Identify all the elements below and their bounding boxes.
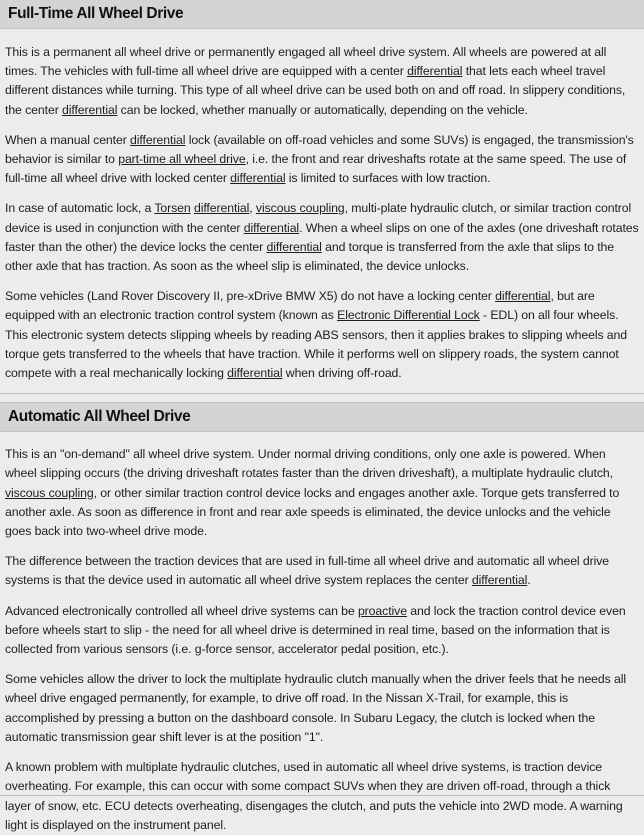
text-run: can be locked, whether manually or automatically, depending on the vehicle. (117, 102, 528, 117)
text-run: A known problem with multiplate hydraulic clutches, used in automatic all wheel drive systems, is traction device overheating. For example, this can occur with some compact SUVs when they are driven off-road, through a thick layer of snow, etc. ECU detects overheating, disengages the clutch, and puts the vehicle into 2WD mode. A warning light is displayed on the instrument panel. (5, 760, 623, 832)
paragraph (5, 287, 639, 383)
text-run: In case of automatic lock, a (5, 201, 155, 216)
paragraph (5, 43, 639, 120)
section-title: Automatic All Wheel Drive (8, 408, 191, 426)
section-content (0, 29, 644, 383)
text-run: This is a permanent all wheel drive or permanently engaged all wheel drive system. All wheels are powered at all times. The vehicles with full-time all wheel drive are equipped with a center (5, 45, 607, 79)
text-run: and lock the traction control device even before wheels start to slip - the need for all wheel drive is determined in real time, based on the information that is collected from various sensors (i.e. g-force sensor, accelerator pedal position, etc.). (5, 603, 626, 657)
section-header (0, 402, 644, 432)
inline-link[interactable]: differential (227, 366, 283, 381)
text-run: . When a wheel slips on one of the axles (one driveshaft rotates faster than the other) the device locks the center (5, 220, 639, 254)
text-run: When a manual center (5, 132, 131, 147)
paragraph (5, 445, 639, 541)
text-run: Advanced electronically controlled all wheel drive systems can be (5, 603, 358, 618)
text-run: that lets each wheel travel different distances while turning. This type of all wheel drive can be used both on and off road. In slippery conditions, the center (5, 64, 626, 117)
inline-link[interactable]: differential (495, 289, 551, 304)
text-run: when driving off-road. (282, 366, 402, 381)
section-automatic-awd (0, 402, 644, 835)
inline-link[interactable]: Electronic Differential Lock (337, 308, 480, 323)
inline-link[interactable]: differential (193, 201, 250, 216)
inline-link[interactable]: differential (266, 239, 322, 254)
paragraph (5, 602, 639, 660)
text-run: , multi-plate hydraulic clutch, or similar traction control device is used in conjunction with the center (5, 201, 632, 235)
bottom-divider (0, 795, 644, 796)
text-run: Some vehicles allow the driver to lock the multiplate hydraulic clutch manually when the driver feels that he needs all wheel drive engaged permanently, for example, to drive off road. In the Nissan X-Trail, for example, this is accomplished by pressing a button on the dashboard console. In Subaru Legacy, the clutch is locked when the automatic transmission gear shift lever is at the position "1". (5, 672, 627, 744)
inline-link[interactable]: viscous coupling (255, 201, 345, 216)
text-run: , but are equipped with an electronic traction control system (known as (5, 289, 595, 323)
text-run: - EDL) on all four wheels. This electronic system detects slipping wheels by reading ABS sensors, then it applies brakes to slipping wheels and torque gets transferred to the wheels that have traction. While it performs well on slippery roads, the system cannot compete with a real mechanically locking (5, 308, 628, 381)
text-run: , or other similar traction control device locks and engages another axle. Torque gets transferred to another axle. As soon as difference in front and rear axle speeds is eliminated, the device unlocks and the vehicle goes back into two-wheel drive mode. (5, 485, 620, 539)
text-run: , (249, 201, 256, 216)
text-run: is limited to surfaces with low traction. (285, 171, 491, 186)
inline-link[interactable]: viscous coupling (5, 485, 94, 500)
section-title: Full-Time All Wheel Drive (8, 5, 184, 22)
inline-link[interactable]: differential (62, 102, 118, 117)
paragraph (5, 131, 639, 189)
inline-link[interactable]: differential (130, 132, 186, 147)
text-run: This is an "on-demand" all wheel drive system. Under normal driving conditions, only one axle is powered. When wheel slipping occurs (the driving driveshaft rotates faster than the driven driveshaft), a multiplate hydraulic clutch, (5, 447, 613, 481)
text-run: , i.e. the front and rear driveshafts rotate at the same speed. The use of full-time all wheel drive with locked center (5, 152, 627, 186)
paragraph (5, 670, 639, 747)
section-full-time-awd (0, 0, 644, 394)
paragraph (5, 199, 639, 276)
inline-link[interactable]: Torsen (154, 201, 191, 216)
inline-link[interactable]: differential (230, 171, 286, 186)
section-content (0, 432, 644, 835)
inline-link[interactable]: proactive (357, 603, 407, 618)
inline-link[interactable]: differential (243, 220, 300, 235)
text-run: lock (available on off-road vehicles and some SUVs) is engaged, the transmission's behavior is similar to (5, 132, 634, 167)
inline-link[interactable]: differential (471, 573, 528, 588)
section-header (0, 0, 644, 29)
paragraph (5, 758, 639, 835)
text-run: The difference between the traction devices that are used in full-time all wheel drive and automatic all wheel drive systems is that the device used in automatic all wheel drive system replaces the center (5, 554, 610, 588)
text-run: Some vehicles (Land Rover Discovery II, pre-xDrive BMW X5) do not have a locking center (5, 289, 496, 304)
paragraph (5, 552, 639, 590)
inline-link[interactable]: differential (407, 64, 463, 79)
text-run: and torque is transferred from the axle that slips to the other axle that has traction. As soon as the wheel slip is eliminated, the device unlocks. (5, 239, 615, 274)
text-run: . (527, 573, 531, 588)
section-divider (0, 393, 644, 394)
inline-link[interactable]: part-time all wheel drive (118, 152, 246, 167)
